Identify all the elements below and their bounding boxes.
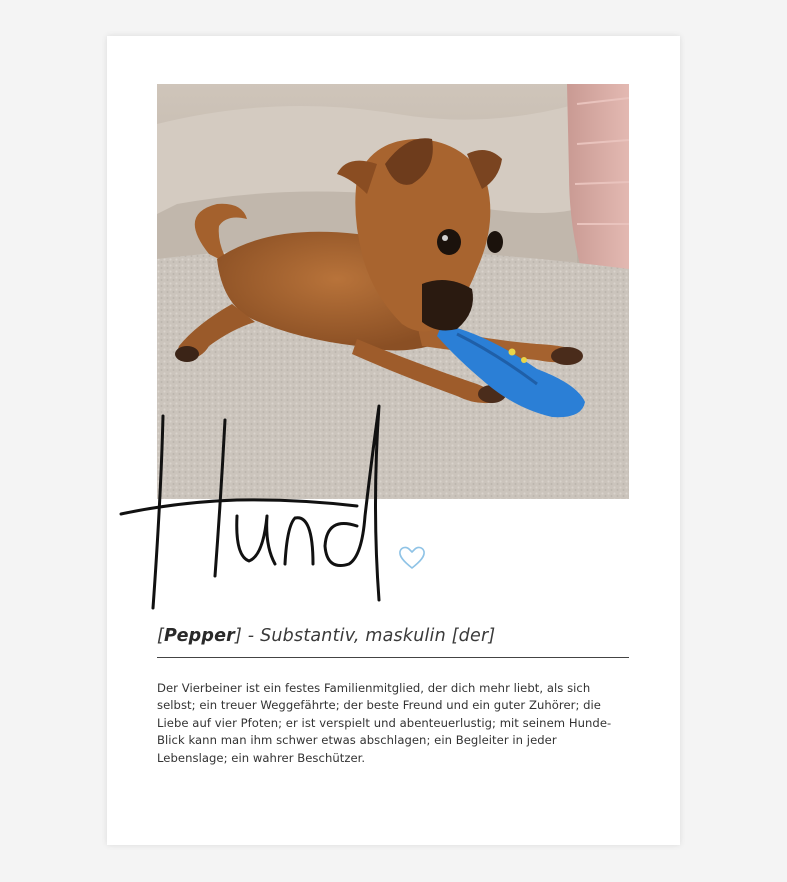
poster <box>107 36 680 845</box>
bracket-close: ] <box>235 626 243 646</box>
dog-name: Pepper <box>164 626 236 646</box>
heart-outline-icon <box>397 542 427 572</box>
divider <box>157 657 629 658</box>
bracket-open: [ <box>157 626 165 646</box>
definition-text: Der Vierbeiner ist ein festes Familienmitglied, der dich mehr liebt, als sich selbst; ein treuer Weggefährte; der beste Freund und ein guter Zuhörer; die Liebe auf vier Pfoten; er ist verspielt und abenteuerlustig; mit seinem Hunde-Blick kann man ihm schwer etwas abschlagen; ein Begleiter in jeder Lebenslage; ein wahrer Beschützer. <box>157 681 612 765</box>
grammar-info: - Substantiv, maskulin [der] <box>242 626 496 646</box>
title-text: Hund <box>117 396 120 397</box>
word-subtitle <box>157 626 629 646</box>
script-title <box>117 396 537 616</box>
